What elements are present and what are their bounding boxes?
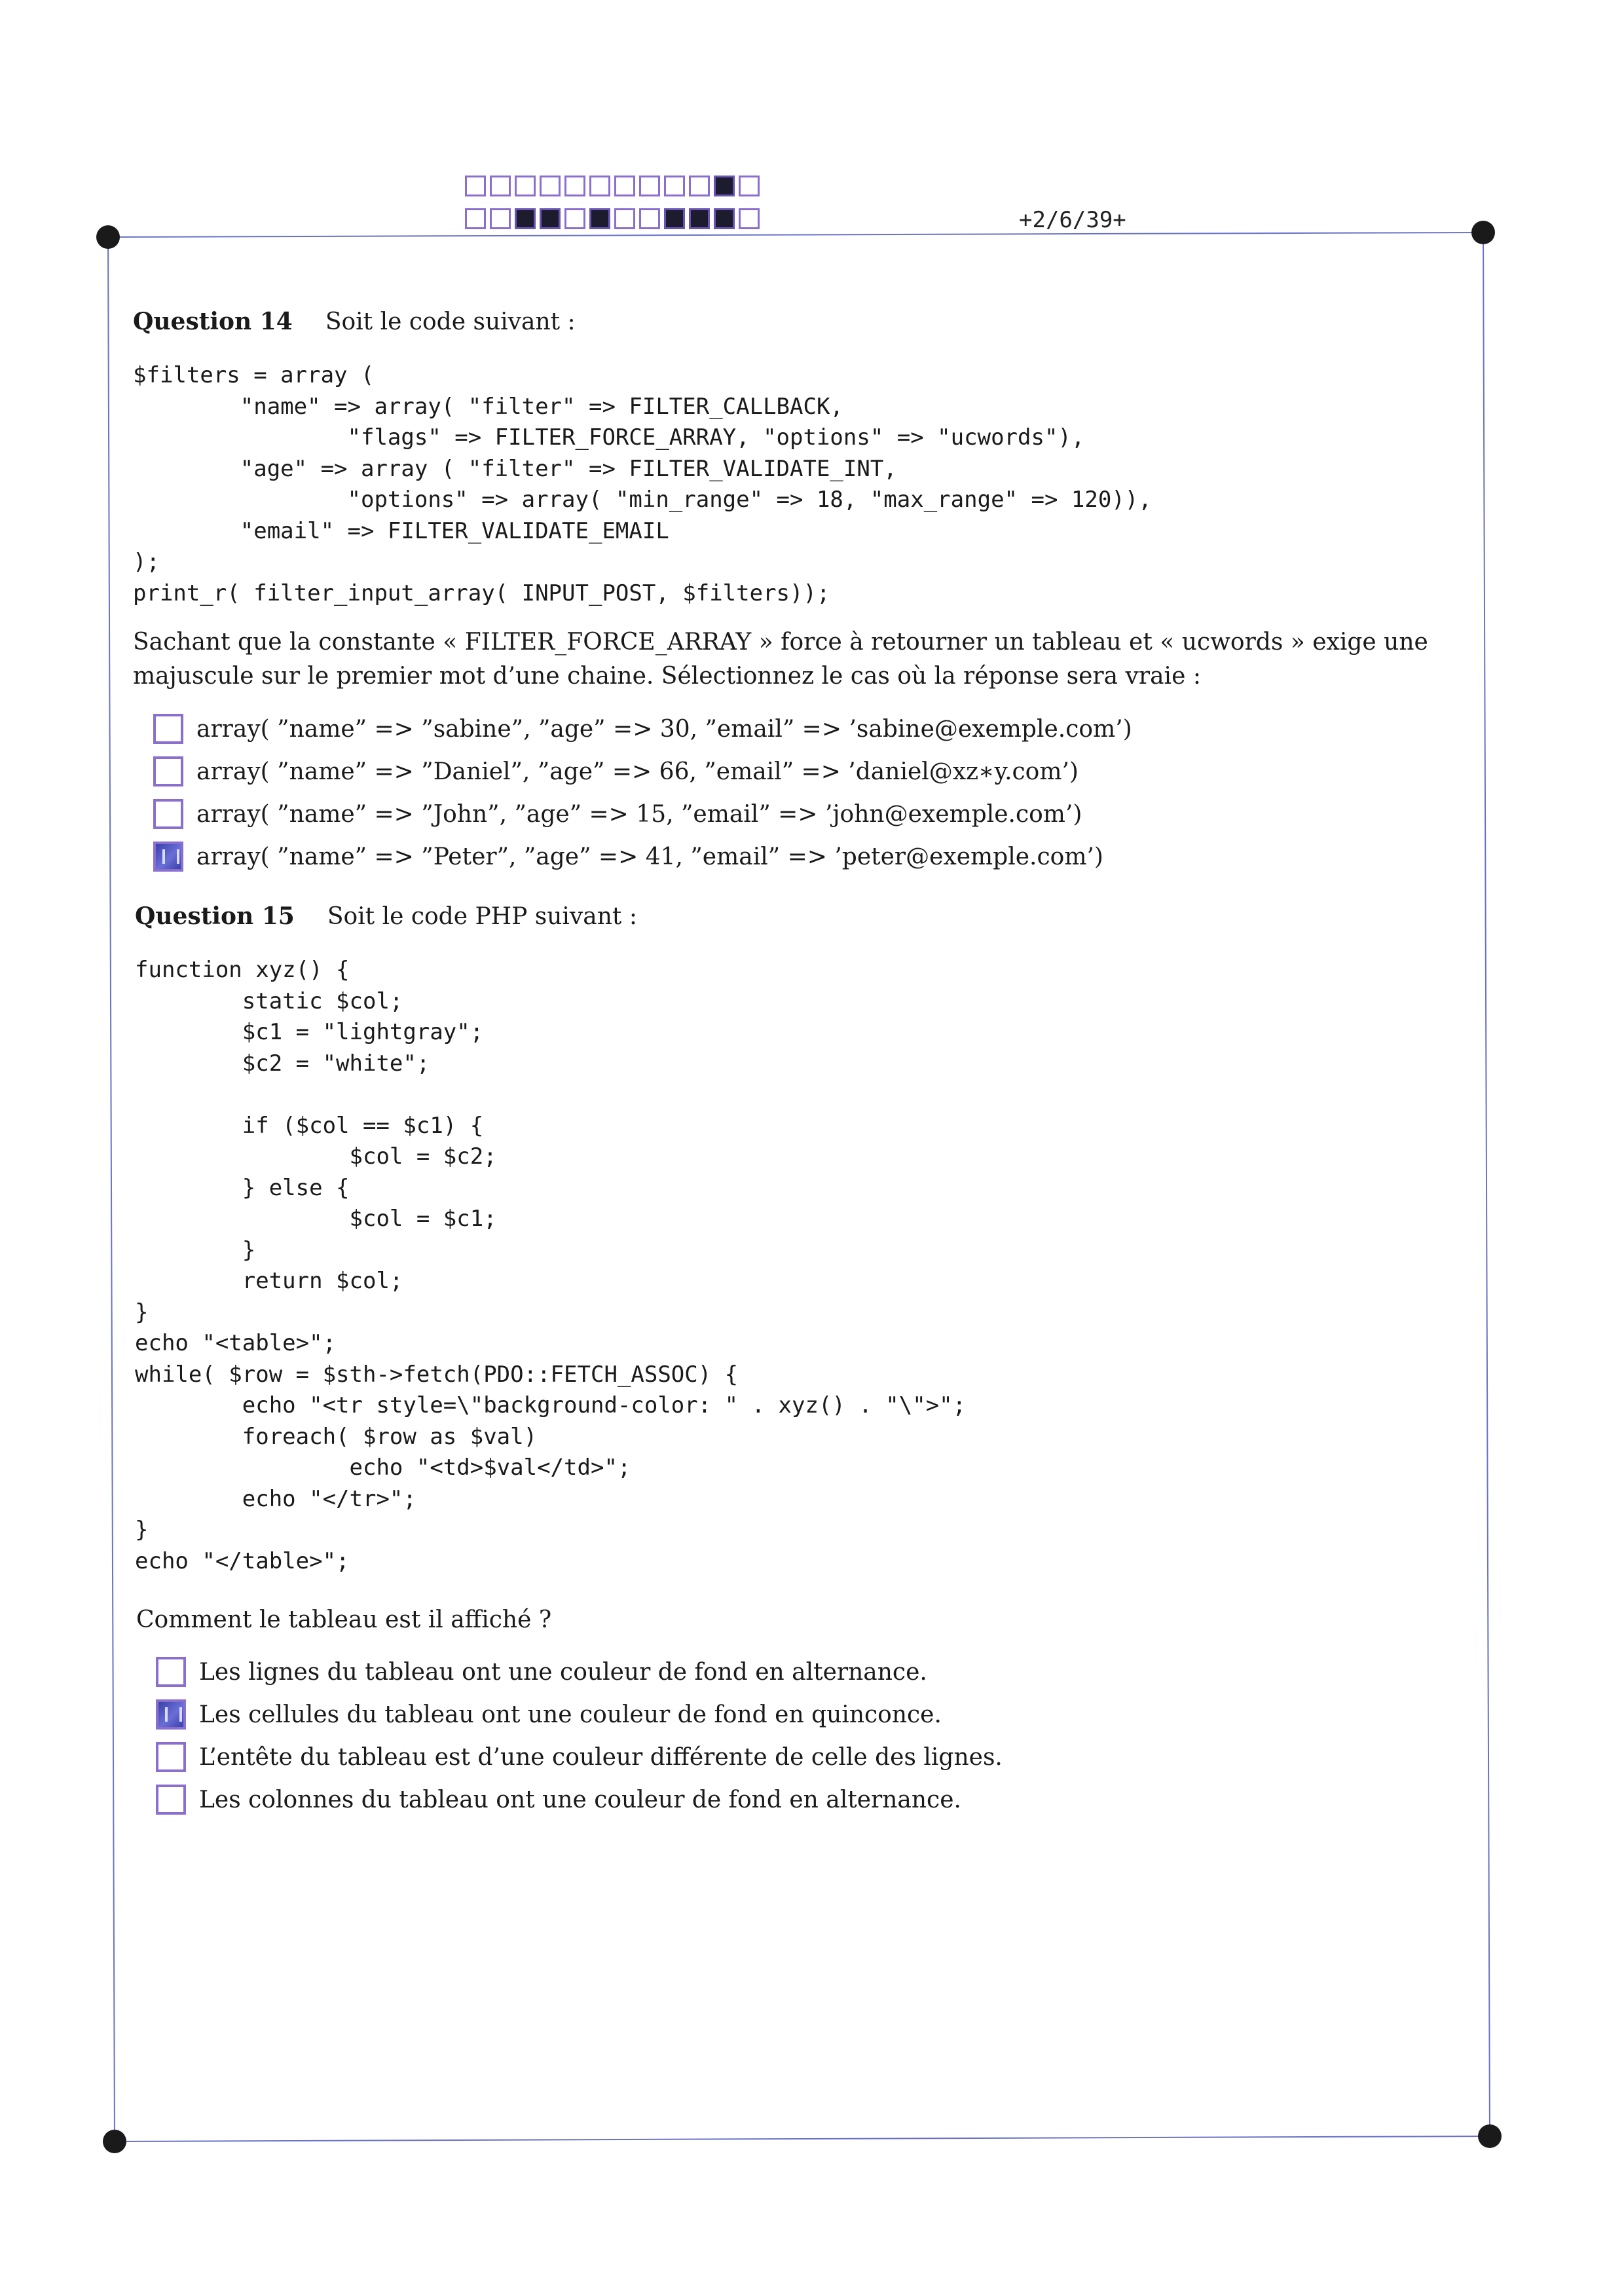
q15-choice-4-checkbox[interactable] bbox=[156, 1785, 186, 1815]
q15-choice-2-text: Les cellules du tableau ont une couleur de fond en quinconce. bbox=[199, 1701, 942, 1728]
barcode-row-1-cell-4 bbox=[540, 176, 561, 196]
q14-choice-3[interactable] bbox=[153, 799, 1082, 829]
q15-choice-1-text: Les lignes du tableau ont une couleur de fond en alternance. bbox=[199, 1658, 927, 1686]
barcode-row-1-cell-7 bbox=[614, 176, 635, 196]
barcode-row-2-cell-10 bbox=[689, 208, 710, 229]
q15-choice-4[interactable] bbox=[156, 1785, 961, 1815]
corner-marker-bottom-right bbox=[1478, 2124, 1502, 2148]
barcode-row-2-cell-6 bbox=[589, 208, 610, 229]
barcode-row-1-cell-8 bbox=[639, 176, 660, 196]
corner-marker-top-right bbox=[1471, 221, 1495, 244]
barcode-row-1-cell-2 bbox=[490, 176, 511, 196]
q15-choice-1[interactable] bbox=[156, 1657, 927, 1687]
q15-choice-3[interactable] bbox=[156, 1742, 1003, 1772]
question-14-label: Question 14 bbox=[133, 308, 293, 335]
question-14-prompt: Soit le code suivant : bbox=[325, 308, 576, 335]
q14-choice-2-text: array( ”name” => ”Daniel”, ”age” => 66, ”email” => ’daniel@xz∗y.com’) bbox=[196, 758, 1079, 785]
q14-choice-3-checkbox[interactable] bbox=[153, 799, 183, 829]
question-15-code: function xyz() { static $col; $c1 = "lightgray"; $c2 = "white"; if ($col == $c1) { $col = $c2; } else { $col = $c1; } return $col; } echo "<table>"; while( $row = $sth->fetch(PDO::FETCH_ASSOC) { echo "<tr style=\"background-color: " . xyz() . "\">"; foreach( $row as $val) echo "<td>$val</td>"; echo "</tr>"; } echo "</table>"; bbox=[135, 957, 967, 1574]
question-15-label: Question 15 bbox=[135, 902, 295, 930]
barcode-row-1-cell-12 bbox=[739, 176, 760, 196]
question-14-header bbox=[133, 308, 576, 335]
barcode-row-2-cell-5 bbox=[564, 208, 585, 229]
q15-choice-3-checkbox[interactable] bbox=[156, 1742, 186, 1772]
barcode-row-1-cell-6 bbox=[589, 176, 610, 196]
barcode-row-1-cell-5 bbox=[564, 176, 585, 196]
q15-choice-2[interactable] bbox=[156, 1699, 942, 1730]
barcode-row-2-cell-12 bbox=[739, 208, 760, 229]
question-15-question: Comment le tableau est il affiché ? bbox=[136, 1606, 552, 1633]
page-id: +2/6/39+ bbox=[1019, 207, 1126, 233]
barcode-row-2-cell-9 bbox=[664, 208, 685, 229]
q14-choice-1[interactable] bbox=[153, 714, 1132, 744]
q14-choice-2[interactable] bbox=[153, 756, 1079, 787]
barcode-row-1-cell-10 bbox=[689, 176, 710, 196]
barcode-row-2-cell-8 bbox=[639, 208, 660, 229]
barcode-row-1-cell-11 bbox=[714, 176, 735, 196]
question-14-code: $filters = array ( "name" => array( "filter" => FILTER_CALLBACK, "flags" => FILTER_FORCE_ARRAY, "options" => "ucwords"), "age" => array ( "filter" => FILTER_VALIDATE_INT, "options" => array( "min_range" => 18, "max_range" => 120)), "email" => FILTER_VALIDATE_EMAIL ); print_r( filter_input_array( INPUT_POST, $filters)); bbox=[133, 362, 1152, 606]
question-15-header bbox=[135, 902, 637, 930]
question-15-prompt: Soit le code PHP suivant : bbox=[327, 903, 637, 930]
corner-marker-top-left bbox=[96, 225, 120, 249]
barcode-row-2-cell-11 bbox=[714, 208, 735, 229]
barcode-row-1-cell-9 bbox=[664, 176, 685, 196]
q15-choice-2-checkbox[interactable] bbox=[156, 1699, 186, 1730]
barcode-row-2-cell-4 bbox=[540, 208, 561, 229]
q14-choice-1-checkbox[interactable] bbox=[153, 714, 183, 744]
barcode-row-1-cell-3 bbox=[515, 176, 536, 196]
barcode-row-2-cell-7 bbox=[614, 208, 635, 229]
q14-choice-2-checkbox[interactable] bbox=[153, 756, 183, 787]
q15-choice-1-checkbox[interactable] bbox=[156, 1657, 186, 1687]
barcode-row-2-cell-3 bbox=[515, 208, 536, 229]
barcode-row-2-cell-2 bbox=[490, 208, 511, 229]
q15-choice-4-text: Les colonnes du tableau ont une couleur de fond en alternance. bbox=[199, 1786, 961, 1813]
q15-choice-3-text: L’entête du tableau est d’une couleur différente de celle des lignes. bbox=[199, 1743, 1003, 1771]
q14-choice-4-text: array( ”name” => ”Peter”, ”age” => 41, ”email” => ’peter@exemple.com’) bbox=[196, 843, 1103, 870]
barcode-row-2 bbox=[465, 208, 764, 229]
q14-choice-4-checkbox[interactable] bbox=[153, 842, 183, 872]
barcode-row-1-cell-1 bbox=[465, 176, 486, 196]
q14-choice-3-text: array( ”name” => ”John”, ”age” => 15, ”email” => ’john@exemple.com’) bbox=[196, 800, 1082, 828]
corner-marker-bottom-left bbox=[103, 2130, 126, 2153]
q14-choice-1-text: array( ”name” => ”sabine”, ”age” => 30, ”email” => ’sabine@exemple.com’) bbox=[196, 715, 1132, 743]
q14-choice-4[interactable] bbox=[153, 842, 1103, 872]
barcode-row-2-cell-1 bbox=[465, 208, 486, 229]
barcode-row-1 bbox=[465, 176, 764, 196]
question-14-explanation: Sachant que la constante « FILTER_FORCE_ARRAY » force à retourner un tableau et « ucwords » exige une majuscule sur le premier mot d’une chaine. Sélectionnez le cas où la réponse sera vraie : bbox=[133, 629, 1428, 690]
